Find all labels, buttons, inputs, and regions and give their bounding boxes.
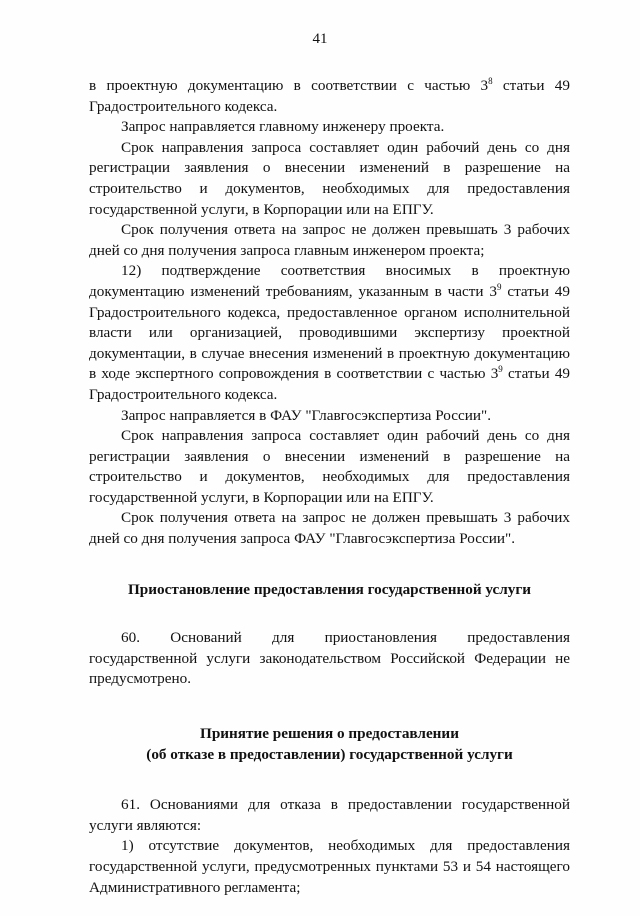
spacer <box>89 690 570 724</box>
paragraph: Запрос направляется главному инженеру проекта. <box>121 118 445 136</box>
section-heading-decision-line-2: (об отказе в предоставлении) государственной услуги <box>146 745 513 763</box>
document-body <box>89 76 570 898</box>
paragraph-continuation <box>89 76 570 117</box>
paragraph: Запрос направляется в ФАУ "Главгосэкспертиза России". <box>121 406 491 424</box>
section-heading-suspension: Приостановление предоставления государственной услуги <box>127 580 532 598</box>
paragraph-60: 60. Оснований для приостановления предоставления государственной услуги законодательством Российской Федерации не предусмотрено. <box>89 629 570 688</box>
spacer <box>89 550 570 580</box>
section-heading-decision-line-1: Принятие решения о предоставлении <box>200 725 459 743</box>
paragraph-text: статьи 49 Градостроительного кодекса. <box>89 365 571 403</box>
paragraph-item-12 <box>89 261 570 405</box>
paragraph-text: в проектную документацию в соответствии с частью 3 <box>89 77 489 94</box>
page-number: 41 <box>312 31 328 47</box>
spacer <box>89 600 570 628</box>
superscript: 9 <box>498 364 503 375</box>
paragraph: Срок направления запроса составляет один рабочий день со дня регистрации заявления о внесении изменений в разрешение на строительство и документов, необходимых для предоставления государственной услуги, в Корпорации или на ЕПГУ. <box>89 138 570 218</box>
paragraph: Срок направления запроса составляет один рабочий день со дня регистрации заявления о внесении изменений в разрешение на строительство и документов, необходимых для предоставления государственной услуги, в Корпорации или на ЕПГУ. <box>89 427 570 506</box>
spacer <box>89 765 570 795</box>
paragraph-61: 61. Основаниями для отказа в предоставлении государственной услуги являются: <box>89 796 570 834</box>
paragraph: Срок получения ответа на запрос не должен превышать 3 рабочих дней со дня получения запроса ФАУ "Главгосэкспертиза России". <box>89 509 570 548</box>
paragraph: Срок получения ответа на запрос не должен превышать 3 рабочих дней со дня получения запроса главным инженером проекта; <box>89 221 570 259</box>
paragraph-61-item-1: 1) отсутствие документов, необходимых для предоставления государственной услуги, предусмотренных пунктами 53 и 54 настоящего Административного регламента; <box>89 837 570 896</box>
paragraph-text: статьи 49 Градостроительного кодекса, предоставленное органом исполнительной власти или организацией, проводившими экспертизу проектной документации, в случае внесения изменений в проектную документацию в ходе экспертного сопровождения в соответствии с частью 3 <box>89 282 570 383</box>
paragraph-text: 12) подтверждение соответствия вносимых в проектную документацию изменений требованиям, указанным в части 3 <box>89 262 570 300</box>
superscript: 8 <box>488 75 493 86</box>
paragraph-text: статьи 49 Градостроительного кодекса. <box>89 77 570 115</box>
superscript: 9 <box>496 281 502 292</box>
